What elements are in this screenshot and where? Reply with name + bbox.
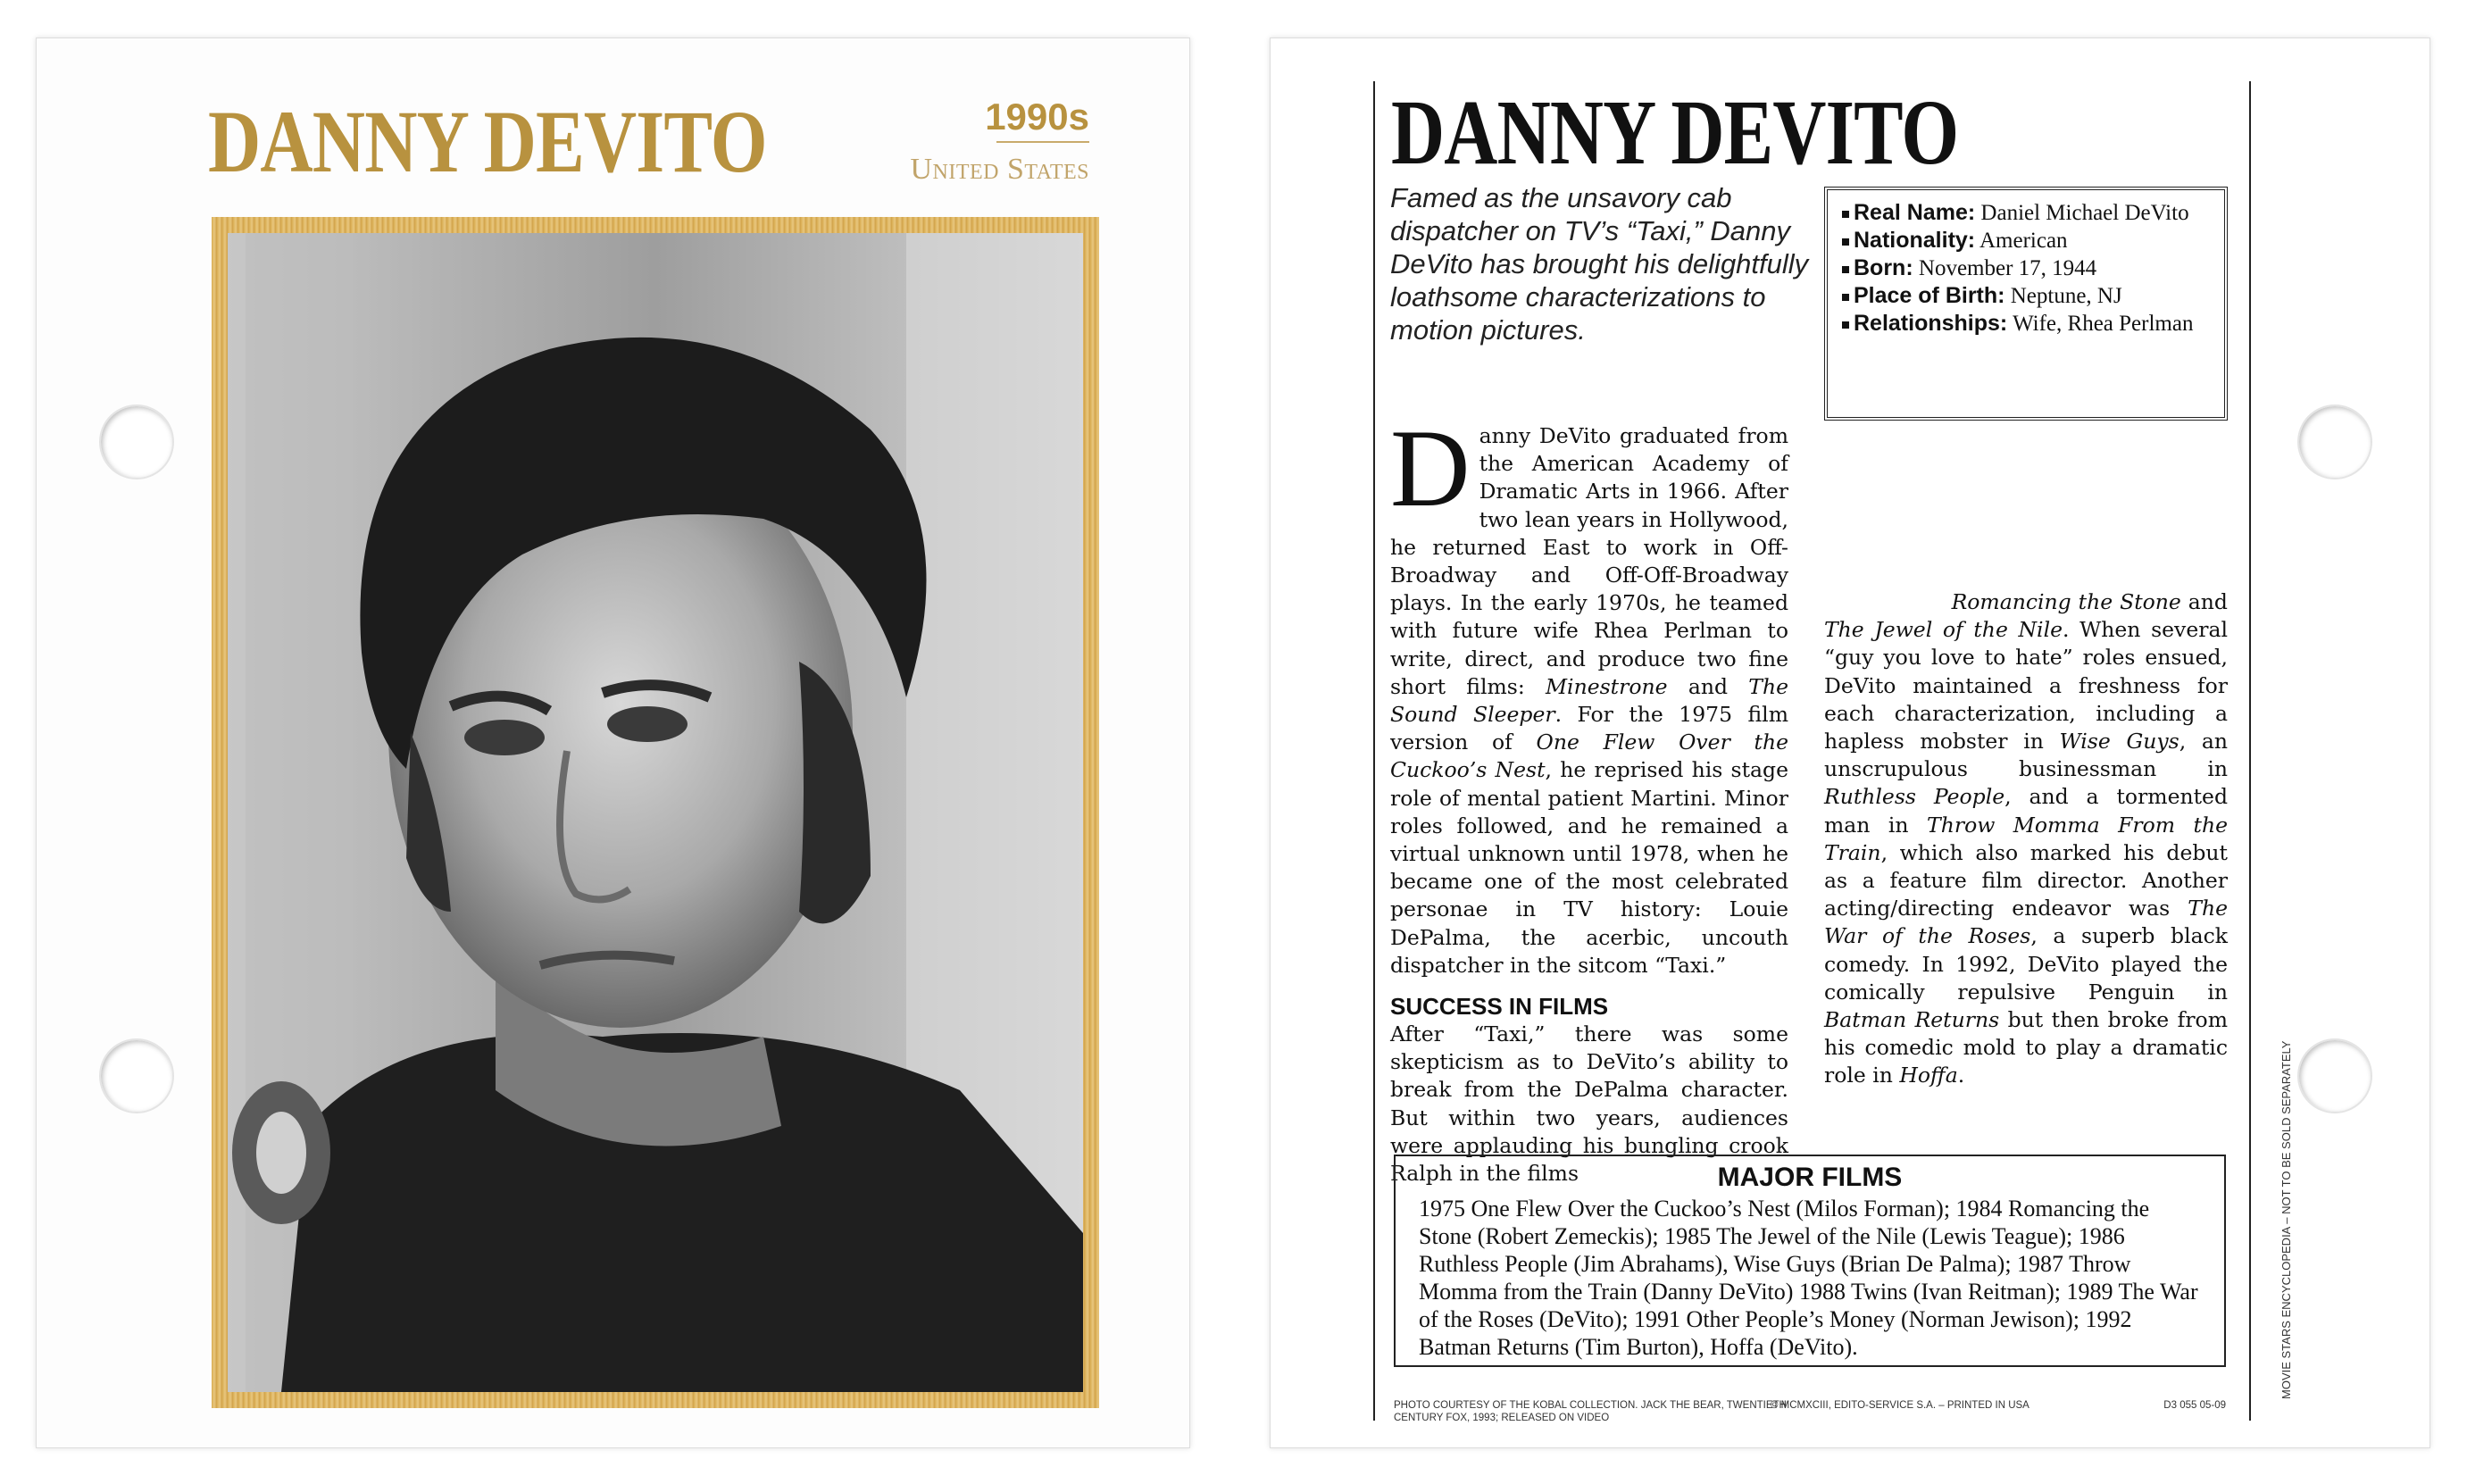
film-title: Wise Guys [2059,729,2179,755]
fact-key: Born: [1854,255,1913,280]
card-code: D3 055 05-09 [2163,1400,2226,1411]
bio-text: . [1957,1063,1965,1088]
bio-text: , and a tormented man in [1824,784,2229,838]
bio-text: After “Taxi,” there was some skepticism as to DeVito’s ability to break from the DePalma character. But within two years, audiences were applauding his bungling crook Ralph in the films [1390,1021,1788,1187]
binder-hole-top-right [2297,404,2372,479]
fact-value: November 17, 1944 [1918,256,2097,280]
major-films-box [1394,1155,2226,1367]
bio-paragraph-2-start [1390,1021,1788,1187]
bio-text: . When several “guy you love to hate” roles ensued, DeVito maintained a freshness for each characterization, including a hapless mobster in [1824,617,2229,755]
section-heading: SUCCESS IN FILMS [1390,993,1609,1021]
fact-nationality [1842,227,2210,254]
fact-key: Relationships: [1854,311,2008,336]
fact-value: Daniel Michael DeVito [1980,201,2189,225]
bio-paragraph-2-flow [1824,449,2228,1090]
facts-box [1824,187,2228,421]
film-title: The War of the Roses [1824,896,2228,949]
film-title: Minestrone [1546,673,1668,699]
photo-frame [212,217,1099,1408]
front-card [36,38,1190,1448]
photo-credit: PHOTO COURTESY OF THE KOBAL COLLECTION. JACK THE BEAR, TWENTIETH CENTURY FOX, 1993; RELEASED ON VIDEO [1394,1400,1787,1423]
major-films-list: 1975 One Flew Over the Cuckoo’s Nest (Milos Forman); 1984 Romancing the Stone (Robert Zemeckis); 1985 The Jewel of the Nile (Lewis Teague); 1986 Ruthless People (Jim Abrahams), Wise Guys (Brian De Palma); 1987 Throw Momma from the Train (Danny DeVito) 1988 Twins (Ivan Reitman); 1989 The War of the Roses (DeVito); 1991 Other People’s Money (Norman Jewison); 1992 Batman Returns (Tim Burton), Hoffa (DeVito). [1419,1196,2198,1360]
decade-divider [996,141,1089,143]
film-title: The Sound Sleeper [1390,673,1788,728]
binder-hole-bottom-right [2297,1038,2372,1113]
fact-key: Place of Birth: [1854,283,2005,308]
bio-text: and [2180,589,2228,615]
portrait-photo [228,233,1083,1392]
fact-value: American [1979,229,2068,253]
bio-column-2 [1824,504,2229,1088]
film-title: Hoffa [1899,1063,1958,1088]
fact-value: Neptune, NJ [2010,284,2122,308]
fact-place-of-birth [1842,282,2210,310]
bio-text: , he reprised his stage role of mental patient Martini. Minor roles followed, and he remained a virtual unknown until 1978, when he became one of the most celebrated personae in TV history: Louie DePalma, the acerbic, uncouth dispatcher in the sitcom “Taxi.” [1390,757,1788,978]
back-card [1270,38,2430,1448]
film-title: Romancing the Stone [1951,589,2181,615]
bio-text: anny DeVito graduated from the American Academy of Dramatic Arts in 1966. After two lean years in Hollywood, he returned East to work in Off-Broadway and Off-Off-Broadway plays. In the early 1970s, he teamed with future wife Rhea Perlman to write, direct, and produce two fine short films: [1390,423,1788,699]
bio-text: . For the 1975 film version of [1390,702,1788,755]
vertical-series-note: MOVIE STARS ENCYCLOPEDIA – NOT TO BE SOLD SEPARATELY [2279,1040,2293,1399]
fact-value: Wife, Rhea Perlman [2013,312,2194,336]
bio-column-1 [1390,407,1788,1187]
binder-hole-top-left [99,404,174,479]
copyright-notice: © MCMXCIII, EDITO-SERVICE S.A. – PRINTED IN USA [1771,1400,2029,1411]
bio-paragraph-2-continued [1824,504,2229,1088]
portrait-illustration [228,233,1083,1392]
fact-key: Real Name: [1854,200,1976,225]
bio-text: , a superb black comedy. In 1992, DeVito played the comically repulsive Penguin in [1824,923,2228,1005]
bio-text: but then broke from his comedic mold to play a dramatic role in [1824,1007,2228,1088]
drop-cap: D [1390,407,1471,529]
front-card-name: DANNY DEVITO [208,92,767,191]
fact-born [1842,254,2210,282]
fact-key: Nationality: [1854,228,1976,253]
film-title: Batman Returns [1824,1007,2000,1033]
fact-relationships [1842,310,2210,338]
binder-hole-bottom-left [99,1038,174,1113]
film-title: One Flew Over the Cuckoo’s Nest [1390,729,1788,783]
intro-blurb: Famed as the unsavory cab dispatcher on TV’s “Taxi,” Danny DeVito has brought his delightfully loathsome characterizations to motion pictures. [1390,182,1809,346]
film-title: Ruthless People [1824,784,2005,810]
decade-label: 1990s [985,96,1089,138]
film-title: The Jewel of the Nile [1824,617,2063,643]
bio-text: and [1667,673,1749,699]
back-card-name: DANNY DEVITO [1391,81,1959,184]
film-title: Throw Momma From the Train [1824,812,2228,865]
bio-text: , which also marked his debut as a feature film director. Another acting/directing endeavor was [1824,839,2228,921]
major-films-title: MAJOR FILMS [1717,1163,1903,1192]
fact-real-name [1842,199,2210,227]
bio-text: , an unscrupulous businessman in [1824,729,2228,782]
country-label: United States [910,153,1089,186]
